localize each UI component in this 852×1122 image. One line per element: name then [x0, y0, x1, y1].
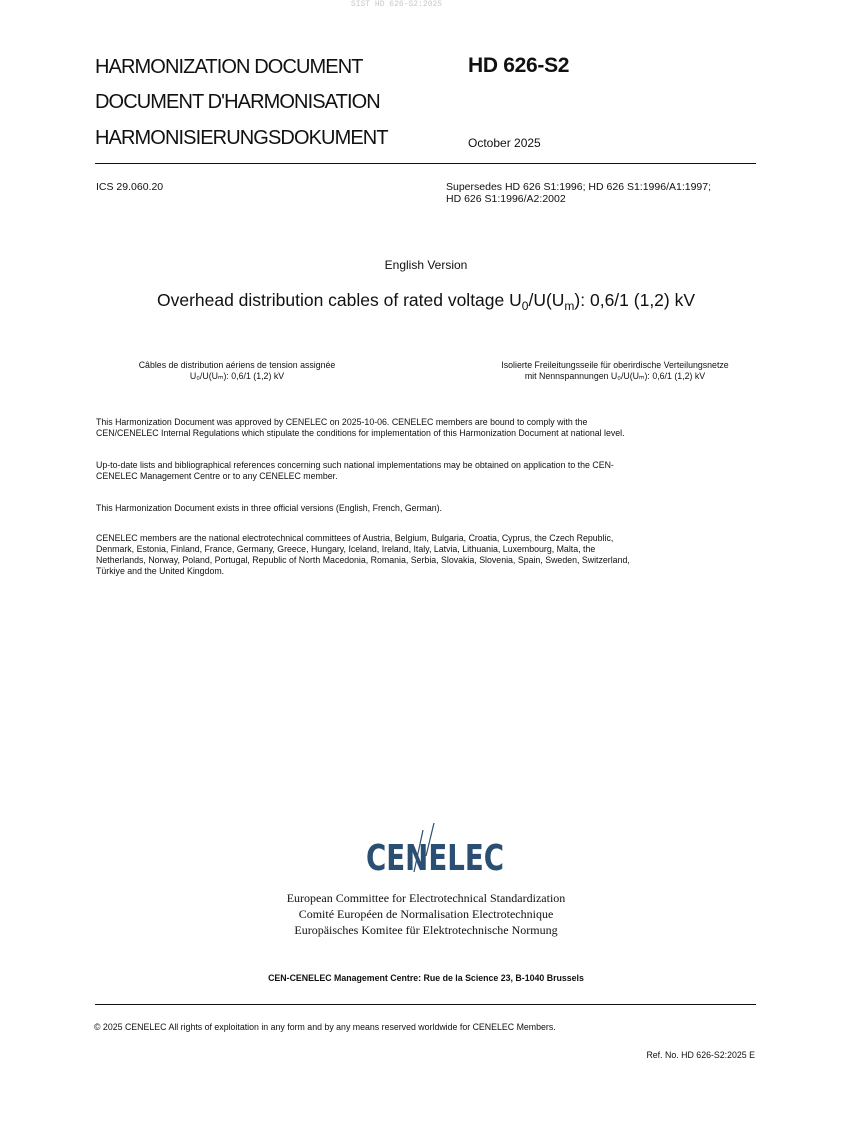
cenelec-logo-graphic — [355, 820, 515, 878]
org-name-de: Europäisches Komitee für Elektrotechnische Normung — [294, 923, 558, 937]
members-line-1: CENELEC members are the national electrotechnical committees of Austria, Belgium, Bulgaria, Croatia, Cyprus, the Czech Republic, — [96, 533, 614, 543]
ics-code: ICS 29.060.20 — [96, 181, 164, 193]
reference-number: Ref. No. HD 626-S2:2025 E — [646, 1050, 755, 1060]
watermark: SIST HD 626-S2:2025 — [350, 0, 443, 9]
logo-text: CENELEC — [366, 838, 504, 879]
org-name-fr: Comité Européen de Normalisation Electrotechnique — [298, 907, 554, 921]
approval-paragraph — [96, 417, 756, 439]
footer-divider — [95, 1004, 756, 1005]
members-paragraph — [96, 533, 756, 577]
doc-type-fr: DOCUMENT D'HARMONISATION — [95, 91, 380, 113]
german-title — [466, 360, 764, 382]
management-centre-address: CEN-CENELEC Management Centre: Rue de la Science 23, B-1040 Brussels — [268, 973, 584, 983]
versions-paragraph: This Harmonization Document exists in three official versions (English, French, German). — [96, 503, 442, 513]
header-divider — [95, 163, 756, 164]
document-title — [140, 288, 712, 312]
title-sub-1: 0 — [521, 299, 529, 313]
german-title-line-1: Isolierte Freileitungsseile für oberirdische Verteilungsnetze — [501, 360, 729, 370]
members-line-3: Netherlands, Norway, Poland, Portugal, Republic of North Macedonia, Romania, Serbia, Slovakia, Slovenia, Spain, Sweden, Switzerland, — [96, 555, 630, 565]
title-part-1: Overhead distribution cables of rated voltage U — [156, 290, 522, 310]
document-number: HD 626-S2 — [468, 54, 570, 77]
french-title-line-1: Câbles de distribution aériens de tension assignée — [138, 360, 336, 370]
implementation-paragraph — [96, 460, 756, 482]
language-version: English Version — [384, 258, 468, 272]
doc-type-en: HARMONIZATION DOCUMENT — [95, 56, 363, 78]
members-line-4: Türkiye and the United Kingdom. — [96, 566, 225, 576]
approval-line-2: CEN/CENELEC Internal Regulations which stipulate the conditions for implementation of this Harmonization Document at national level. — [96, 428, 625, 438]
title-part-3: ): 0,6/1 (1,2) kV — [574, 290, 696, 310]
french-title — [100, 360, 374, 382]
org-name-en: European Committee for Electrotechnical Standardization — [286, 891, 566, 905]
publication-date: October 2025 — [468, 136, 541, 150]
members-line-2: Denmark, Estonia, Finland, France, Germany, Greece, Hungary, Iceland, Ireland, Italy, Latvia, Lithuania, Luxembourg, Malta, the — [96, 544, 596, 554]
german-title-line-2: mit Nennspannungen U₀/U(Uₘ): 0,6/1 (1,2) kV — [524, 371, 706, 381]
approval-line-1: This Harmonization Document was approved by CENELEC on 2025-10-06. CENELEC members are bound to comply with the — [96, 417, 588, 427]
doc-type-de: HARMONISIERUNGSDOKUMENT — [95, 127, 388, 149]
title-sub-2: m — [564, 299, 575, 313]
french-title-line-2: U₀/U(Uₘ): 0,6/1 (1,2) kV — [189, 371, 285, 381]
title-part-2: /U(U — [528, 290, 565, 310]
supersedes-note — [446, 181, 766, 205]
copyright-notice: © 2025 CENELEC All rights of exploitation in any form and by any means reserved worldwide for CENELEC Members. — [94, 1022, 556, 1032]
supersedes-line-1: Supersedes HD 626 S1:1996; HD 626 S1:1996/A1:1997; — [446, 181, 712, 193]
implementation-line-2: CENELEC Management Centre or to any CENELEC member. — [96, 471, 338, 481]
supersedes-line-2: HD 626 S1:1996/A2:2002 — [446, 193, 566, 205]
cenelec-logo — [355, 820, 515, 878]
implementation-line-1: Up-to-date lists and bibliographical references concerning such national implementations may be obtained on application to the CEN- — [96, 460, 614, 470]
